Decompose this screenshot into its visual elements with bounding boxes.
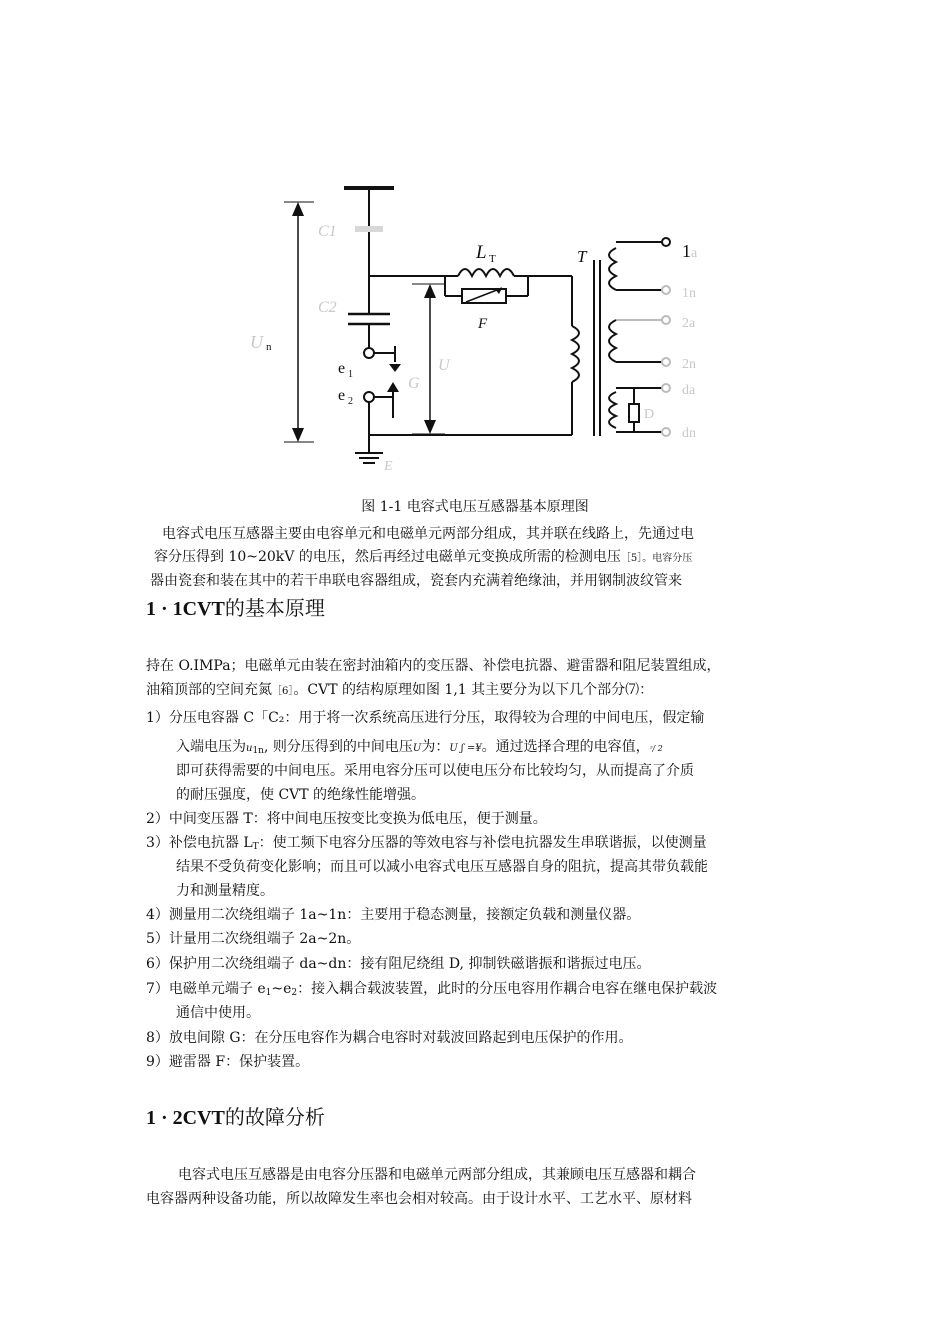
item1-formula-2: ᵓ/ 2 bbox=[649, 744, 663, 753]
e2-label-sub: 2 bbox=[348, 396, 353, 407]
item7-l1a: 7）电磁单元端子 e bbox=[146, 981, 266, 997]
item1-u: u bbox=[246, 743, 253, 754]
circuit-diagram-figure bbox=[240, 178, 720, 478]
e1-terminal bbox=[364, 348, 374, 358]
intro-paragraph bbox=[150, 523, 820, 589]
secondary-winding-1 bbox=[609, 248, 616, 290]
para2-line-2-a: 油箱顶部的空间充氮 bbox=[146, 682, 272, 698]
secondary-winding-2 bbox=[609, 320, 616, 362]
c2-label-faded: C2 bbox=[318, 299, 337, 316]
item1-l2c: 为： bbox=[421, 739, 450, 755]
figure-caption: 图 1-1 电容式电压互感器基本原理图 bbox=[361, 499, 589, 515]
para2-line-2-b: 。CVT 的结构原理如图 1,1 其主要分为以下几个部分⑺： bbox=[293, 682, 654, 698]
e1-label-sub: 1 bbox=[348, 369, 353, 380]
gnd-label-faded: E bbox=[384, 459, 393, 474]
list-item-7-line-1 bbox=[146, 978, 717, 1005]
list-item-3-line-3: 力和测量精度。 bbox=[176, 883, 274, 899]
ref-6: ［6］ bbox=[272, 686, 294, 697]
c1-capacitor bbox=[355, 226, 383, 232]
e2-terminal bbox=[364, 392, 374, 402]
list-item-7-line-2: 通信中使用。 bbox=[176, 1005, 260, 1021]
item1-l2a: 入端电压为 bbox=[176, 739, 246, 755]
intro-line-2 bbox=[150, 546, 820, 570]
transformer-primary bbox=[572, 326, 579, 382]
list-item-3-line-1 bbox=[146, 832, 707, 859]
t-label: T bbox=[577, 247, 587, 266]
u-label-faded: U bbox=[438, 357, 450, 374]
heading-fault-analysis bbox=[146, 1101, 325, 1130]
item1-l2d: 。通过选择合理的电容值， bbox=[481, 739, 650, 755]
item1-formula: U ʃ =¥ bbox=[449, 743, 482, 754]
ref-5: ［5］。电容分压 bbox=[620, 553, 693, 564]
item1-U: U bbox=[412, 743, 422, 754]
terminal-2n-label-faded: 2n bbox=[682, 357, 696, 372]
terminal-2a-label-faded: 2a bbox=[682, 316, 696, 331]
list-item-1-line-1: 1）分压电容器 C「C₂：用于将一次系统高压进行分压，取得较为合理的中间电压，假定输 bbox=[146, 710, 705, 726]
item7-s1: 1 bbox=[265, 988, 272, 998]
list-item-1-line-4: 的耐压强度，使 CVT 的绝缘性能增强。 bbox=[176, 787, 426, 803]
c1-label-faded: C1 bbox=[318, 223, 337, 240]
lt-inductor bbox=[458, 269, 514, 276]
e2-label: e bbox=[338, 387, 346, 404]
para2-line-2 bbox=[146, 679, 653, 703]
list-item-3-line-2: 结果不受负荷变化影响；而且可以减小电容式电压互感器自身的阻抗，提高其带负载能 bbox=[176, 859, 708, 875]
final-line-2: 电容器两种设备功能，所以故障发生率也会相对较高。由于设计水平、工艺水平、原材料 bbox=[146, 1191, 692, 1207]
heading-2-title: 的故障分析 bbox=[224, 1105, 325, 1129]
e1-label: e bbox=[338, 360, 346, 377]
item7-s2: 2 bbox=[291, 988, 298, 998]
lt-label: L bbox=[476, 242, 487, 263]
item3-l1b: ：使工频下电容分压器的等效电容与补偿电抗器发生串联谐振，以使测量 bbox=[258, 835, 707, 851]
f-label: F bbox=[478, 316, 488, 332]
item3-l1a: 3）补偿电抗器 L bbox=[146, 835, 253, 851]
final-line-1: 电容式电压互感器是由电容分压器和电磁单元两部分组成，其兼顾电压互感器和耦合 bbox=[178, 1167, 696, 1183]
item1-u-sub: 1n bbox=[252, 746, 264, 756]
un-label-faded: U bbox=[250, 332, 263, 352]
terminal-1a-label-faded: a bbox=[691, 246, 698, 261]
terminal-1n-label-faded: 1n bbox=[682, 286, 696, 301]
un-label-sub: n bbox=[266, 341, 272, 353]
damping-resistor-d bbox=[629, 404, 639, 422]
intro-line-2-text: 容分压得到 10~20kV 的电压，然后再经过电磁单元变换成所需的检测电压 bbox=[154, 549, 621, 565]
heading-1-number: 1 · 1CVT bbox=[146, 598, 225, 620]
list-item-5: 5）计量用二次绕组端子 2a~2n。 bbox=[146, 931, 361, 947]
lt-label-sub: T bbox=[489, 253, 496, 265]
g-label-faded: G bbox=[408, 375, 420, 392]
list-item-4: 4）测量用二次绕组端子 1a~1n：主要用于稳态测量，接额定负载和测量仪器。 bbox=[146, 907, 641, 923]
item3-sub: T bbox=[252, 842, 259, 852]
list-item-9: 9）避雷器 F：保护装置。 bbox=[146, 1054, 310, 1070]
item1-l2b: , 则分压得到的中间电压 bbox=[263, 739, 413, 755]
damping-winding bbox=[609, 392, 616, 428]
para2-line-1: 持在 O.IMPa；电磁单元由装在密封油箱内的变压器、补偿电抗器、避雷器和阻尼装置组成， bbox=[146, 658, 721, 674]
list-item-1-line-3: 即可获得需要的中间电压。采用电容分压可以使电压分布比较均匀，从而提高了介质 bbox=[176, 763, 694, 779]
heading-basic-principle bbox=[146, 592, 325, 621]
terminal-1a bbox=[662, 238, 670, 246]
list-item-1-line-2 bbox=[176, 736, 663, 763]
item7-l1b: ~e bbox=[271, 981, 292, 997]
list-item-2: 2）中间变压器 T：将中间电压按变比变换为低电压，便于测量。 bbox=[146, 811, 547, 827]
list-item-6: 6）保护用二次绕组端子 da~dn：接有阻尼绕组 D, 抑制铁磁谐振和谐振过电压。 bbox=[146, 956, 651, 972]
intro-line-1: 电容式电压互感器主要由电容单元和电磁单元两部分组成，其并联在线路上，先通过电 bbox=[162, 526, 694, 542]
list-item-8: 8）放电间隙 G：在分压电容作为耦合电容时对载波回路起到电压保护的作用。 bbox=[146, 1030, 633, 1046]
d-label-faded: D bbox=[644, 407, 655, 422]
terminal-1-label: 1 bbox=[682, 241, 691, 261]
terminal-dn-label-faded: dn bbox=[682, 426, 696, 441]
terminal-da-label-faded: da bbox=[682, 383, 696, 398]
heading-1-title: 的基本原理 bbox=[224, 596, 325, 620]
heading-2-number: 1 · 2CVT bbox=[146, 1107, 225, 1129]
intro-line-3: 器由瓷套和装在其中的若干串联电容器组成，瓷套内充满着绝缘油，并用钢制波纹管来 bbox=[150, 573, 682, 589]
item7-l1c: ：接入耦合载波装置，此时的分压电容用作耦合电容在继电保护载波 bbox=[297, 981, 718, 997]
